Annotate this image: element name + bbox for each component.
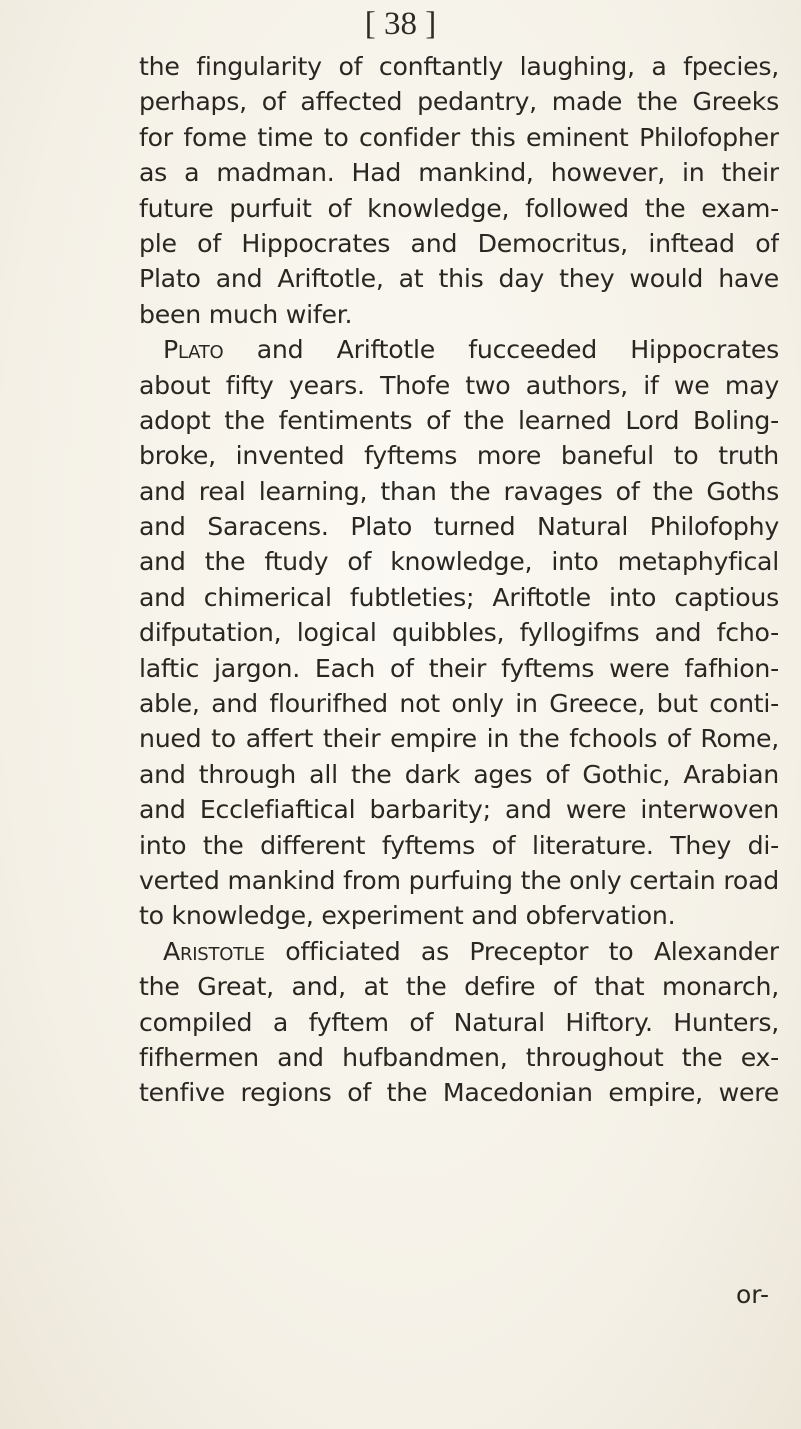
text-line: laftic jargon. Each of their fyftems were fafhion- — [139, 653, 779, 683]
text-line: adopt the fentiments of the learned Lord Boling- — [139, 405, 779, 435]
paragraph-lead-word: Aristotle — [163, 936, 265, 966]
text-line: and Saracens. Plato turned Natural Philofophy — [139, 512, 779, 542]
text-line: for fome time to confider this eminent Philofopher — [139, 122, 779, 152]
text-line: Plato and Ariftotle, at this day they would have — [139, 264, 779, 294]
text-line: to knowledge, experiment and obfervation. — [139, 901, 676, 931]
body-text — [139, 49, 779, 1111]
text-line: tenfive regions of the Macedonian empire, were — [139, 1078, 779, 1108]
text-line: fifhermen and hufbandmen, throughout the ex- — [139, 1042, 779, 1072]
paragraph-3 — [139, 934, 779, 1111]
text-line: been much wifer. — [139, 299, 353, 329]
page-number-header: [ 38 ] — [364, 6, 437, 42]
text-line: broke, invented fyftems more baneful to truth — [139, 441, 779, 471]
text-line-rest: officiated as Preceptor to Alexander — [264, 936, 779, 966]
text-line: verted mankind from purfuing the only certain road — [139, 865, 779, 895]
text-line: the Great, and, at the defire of that monarch, — [139, 972, 779, 1002]
text-line: difputation, logical quibbles, fyllogifms and fcho- — [139, 618, 779, 648]
text-line: the fingularity of conftantly laughing, a fpecies, — [139, 52, 779, 81]
text-line: as a madman. Had mankind, however, in their — [139, 158, 779, 188]
paragraph-1 — [139, 49, 779, 332]
text-line: into the different fyftems of literature. They di- — [139, 830, 779, 860]
catchword: or- — [736, 1280, 769, 1309]
text-line: future purfuit of knowledge, followed the exam- — [139, 193, 779, 223]
text-line: and through all the dark ages of Gothic, Arabian — [139, 759, 779, 789]
text-line: and real learning, than the ravages of the Goths — [139, 476, 779, 506]
text-line: nued to affert their empire in the fchools of Rome, — [139, 724, 779, 754]
paragraph-lead-word: Plato — [163, 335, 224, 365]
text-line: and the ftudy of knowledge, into metaphyfical — [139, 547, 779, 577]
text-line: about fifty years. Thofe two authors, if we may — [139, 370, 779, 400]
text-line — [139, 332, 779, 367]
text-line: and chimerical fubtleties; Ariftotle into captious — [139, 582, 779, 612]
text-line: perhaps, of affected pedantry, made the Greeks — [139, 87, 779, 117]
text-line: and Ecclefiaftical barbarity; and were interwoven — [139, 795, 779, 825]
text-line: able, and flourifhed not only in Greece, but conti- — [139, 689, 779, 719]
paragraph-2 — [139, 332, 779, 934]
text-line — [139, 934, 779, 969]
text-line: compiled a fyftem of Natural Hiftory. Hunters, — [139, 1007, 779, 1037]
text-line-rest: and Ariftotle fucceeded Hippocrates — [223, 335, 779, 365]
text-line: ple of Hippocrates and Democritus, inftead of — [139, 228, 779, 258]
